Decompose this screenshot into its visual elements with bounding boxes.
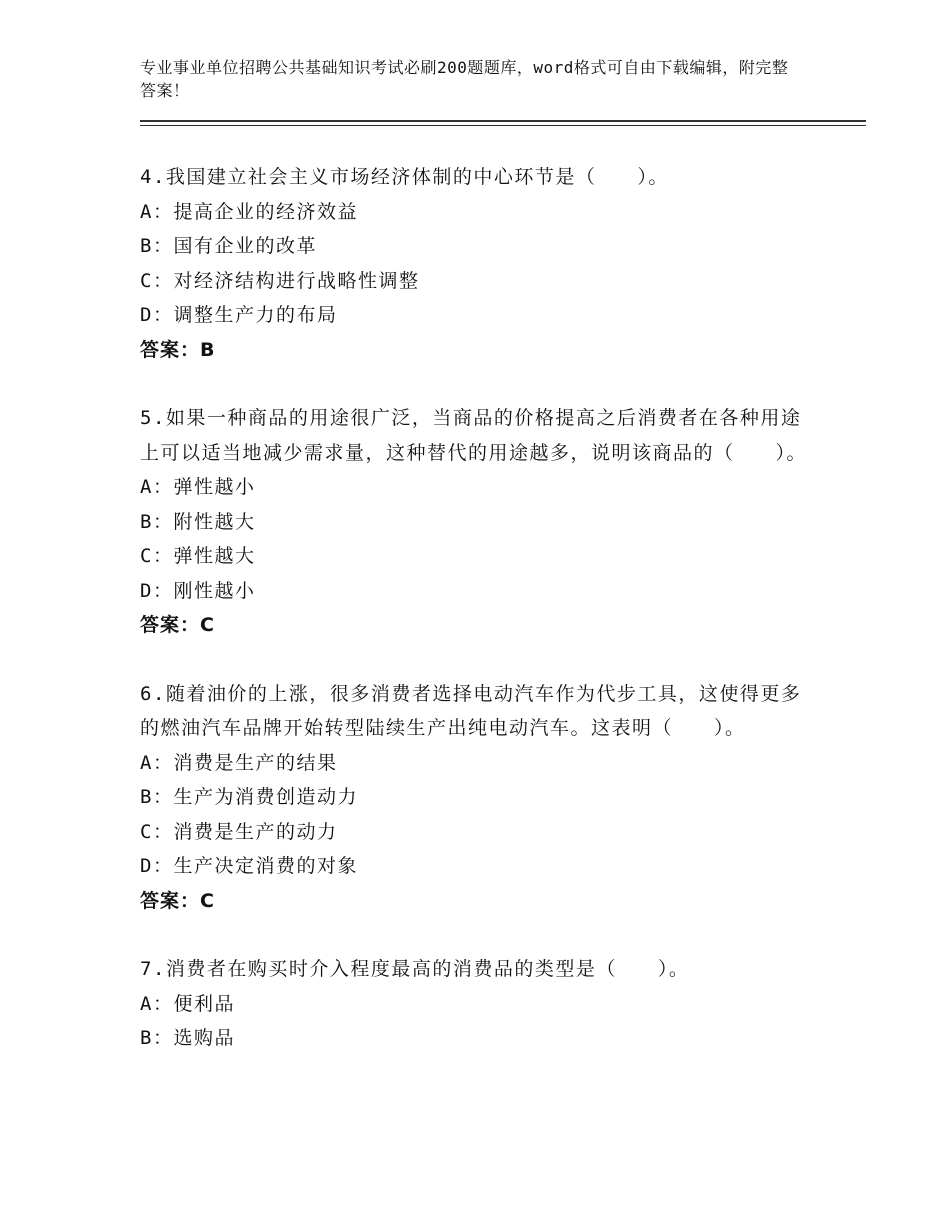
question-gap	[140, 918, 820, 952]
question-text: 5.如果一种商品的用途很广泛，当商品的价格提高之后消费者在各种用途上可以适当地减少需求量，这种替代的用途越多，说明该商品的（ ）。	[140, 407, 808, 464]
question-6	[140, 677, 820, 919]
option-a: A：提高企业的经济效益	[140, 200, 358, 223]
question-gap	[140, 367, 820, 401]
question-gap	[140, 643, 820, 677]
question-4	[140, 160, 820, 367]
option-b: B：生产为消费创造动力	[140, 786, 358, 808]
question-5	[140, 401, 820, 643]
option-c: C：消费是生产的动力	[140, 820, 338, 843]
option-b: B：国有企业的改革	[140, 235, 317, 257]
question-text: 6.随着油价的上涨，很多消费者选择电动汽车作为代步工具，这使得更多的燃油汽车品牌开始转型陆续生产出纯电动汽车。这表明（ ）。	[140, 682, 802, 739]
option-b: B：附性越大	[140, 510, 256, 533]
option-b: B：选购品	[140, 1027, 235, 1049]
option-a: A：消费是生产的结果	[140, 751, 338, 774]
option-a: A：弹性越小	[140, 476, 256, 498]
page-header: 专业事业单位招聘公共基础知识考试必刷200题题库，word格式可自由下载编辑，附完整答案！	[140, 58, 789, 100]
header-rule-thick	[140, 120, 866, 122]
question-7	[140, 952, 820, 1056]
answer-label: 答案：C	[140, 889, 215, 912]
option-d: D：刚性越小	[140, 579, 256, 602]
option-a: A：便利品	[140, 992, 235, 1015]
option-c: C：弹性越大	[140, 545, 256, 567]
question-text: 7.消费者在购买时介入程度最高的消费品的类型是（ ）。	[140, 958, 690, 980]
option-d: D：生产决定消费的对象	[140, 855, 358, 877]
question-text: 4.我国建立社会主义市场经济体制的中心环节是（ ）。	[140, 166, 669, 188]
answer-label: 答案：B	[140, 338, 216, 361]
option-d: D：调整生产力的布局	[140, 304, 338, 326]
option-c: C：对经济结构进行战略性调整	[140, 269, 420, 292]
answer-label: 答案：C	[140, 614, 215, 636]
header-rule-thin	[140, 125, 866, 126]
question-list	[140, 160, 820, 1056]
